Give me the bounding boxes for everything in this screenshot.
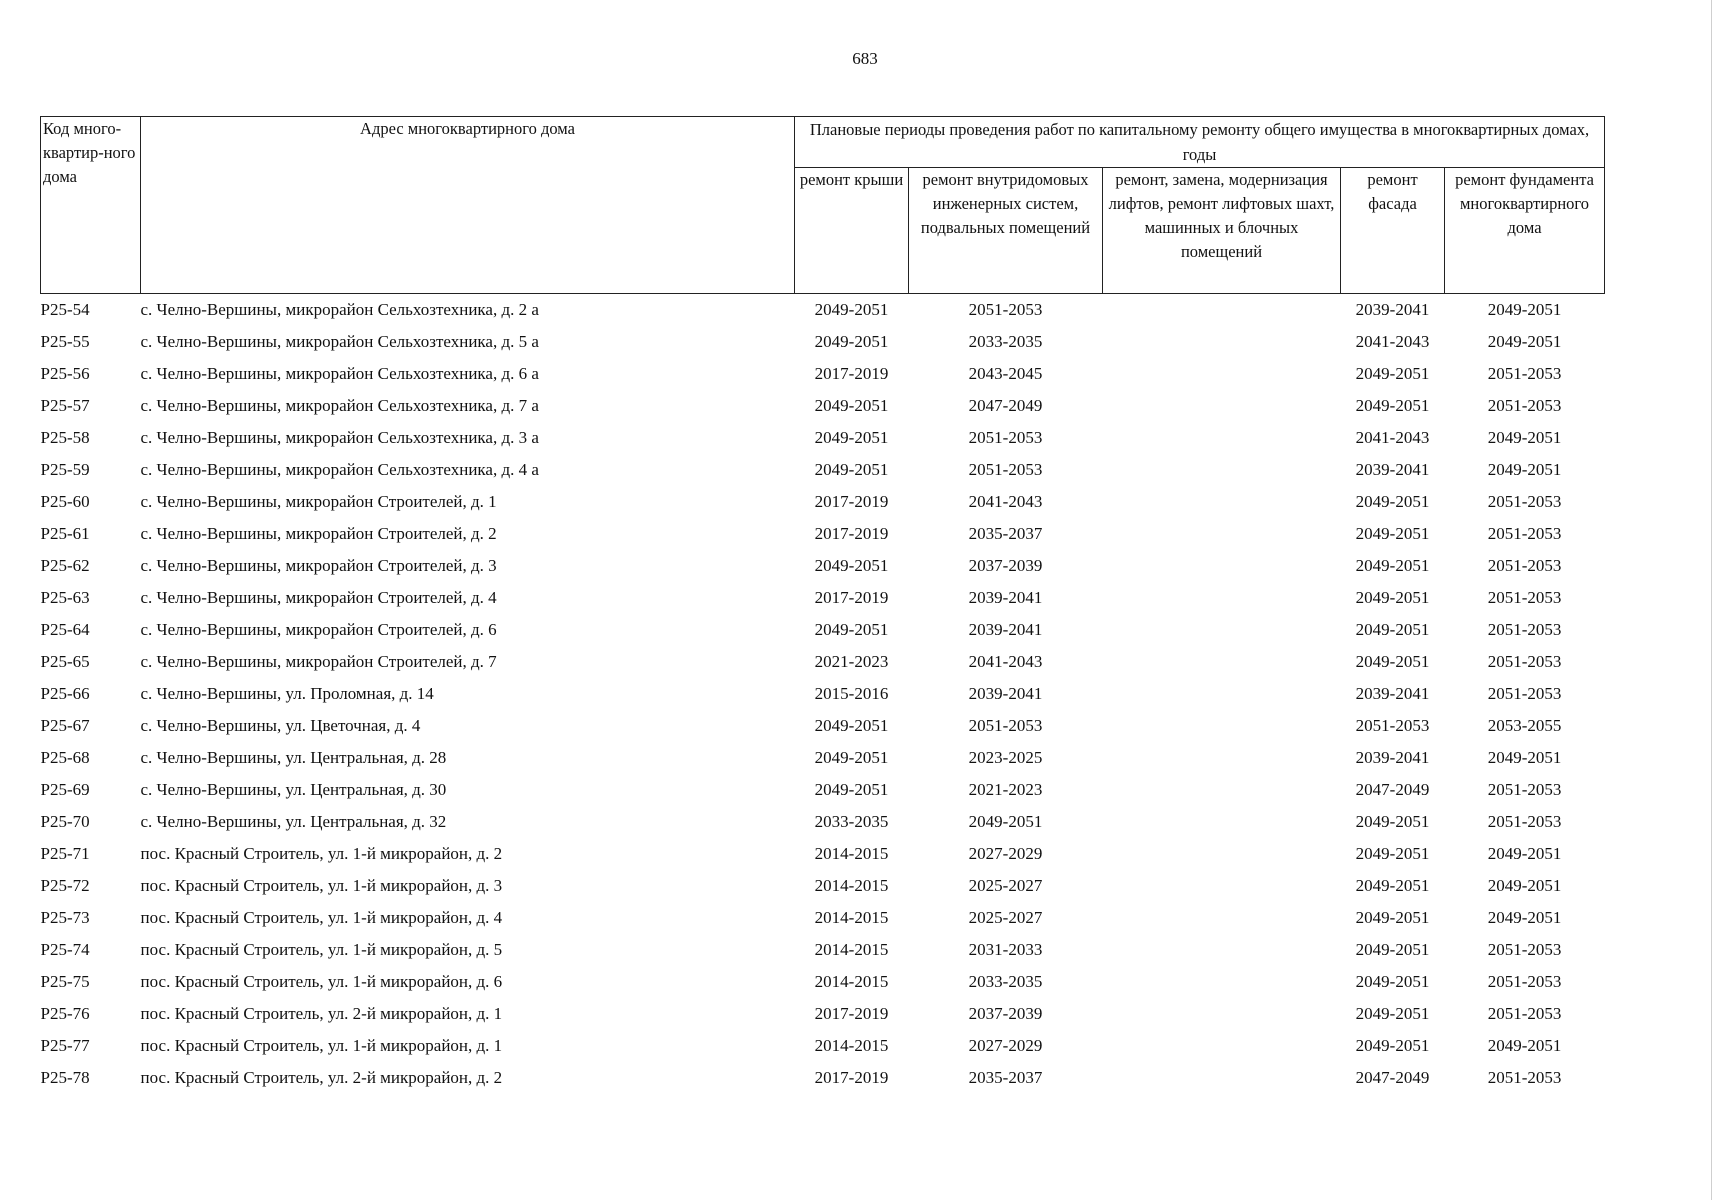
cell-engineering: 2035-2037: [968, 1068, 1043, 1087]
cell-lifts: [1103, 902, 1341, 934]
table-row: [41, 1062, 1605, 1094]
cell-roof: 2049-2051: [814, 396, 889, 415]
cell-address: с. Челно-Вершины, микрорайон Сельхозтехника, д. 3 а: [140, 428, 539, 447]
cell-lifts: [1103, 518, 1341, 550]
cell-code: Р25-65: [40, 652, 90, 671]
cell-address: с. Челно-Вершины, микрорайон Строителей, д. 4: [140, 588, 497, 607]
cell-code: Р25-66: [40, 684, 90, 703]
cell-engineering: 2025-2027: [968, 876, 1043, 895]
cell-code: Р25-74: [40, 940, 90, 959]
cell-address: с. Челно-Вершины, ул. Центральная, д. 32: [140, 812, 447, 831]
cell-address: с. Челно-Вершины, микрорайон Строителей, д. 3: [140, 556, 497, 575]
cell-roof: 2049-2051: [814, 716, 889, 735]
cell-engineering: 2035-2037: [968, 524, 1043, 543]
cell-foundation: 2049-2051: [1487, 748, 1562, 767]
cell-code: Р25-58: [40, 428, 90, 447]
cell-lifts: [1103, 998, 1341, 1030]
cell-foundation: 2051-2053: [1487, 684, 1562, 703]
cell-lifts: [1103, 486, 1341, 518]
header-address: Адрес многоквартирного дома: [141, 117, 795, 294]
table-row: [41, 774, 1605, 806]
table-row: [41, 294, 1605, 327]
cell-address: с. Челно-Вершины, ул. Проломная, д. 14: [140, 684, 434, 703]
table-row: [41, 614, 1605, 646]
cell-engineering: 2041-2043: [968, 652, 1043, 671]
cell-code: Р25-68: [40, 748, 90, 767]
cell-code: Р25-77: [40, 1036, 90, 1055]
table-row: [41, 678, 1605, 710]
cell-roof: 2049-2051: [814, 780, 889, 799]
cell-lifts: [1103, 774, 1341, 806]
cell-foundation: 2051-2053: [1487, 524, 1562, 543]
table-row: [41, 326, 1605, 358]
cell-foundation: 2049-2051: [1487, 300, 1562, 319]
cell-facade: 2049-2051: [1355, 940, 1430, 959]
cell-lifts: [1103, 678, 1341, 710]
cell-engineering: 2051-2053: [968, 300, 1043, 319]
cell-foundation: 2051-2053: [1487, 972, 1562, 991]
cell-foundation: 2051-2053: [1487, 364, 1562, 383]
cell-foundation: 2051-2053: [1487, 780, 1562, 799]
cell-facade: 2041-2043: [1355, 332, 1430, 351]
cell-roof: 2049-2051: [814, 748, 889, 767]
cell-foundation: 2051-2053: [1487, 396, 1562, 415]
cell-lifts: [1103, 422, 1341, 454]
cell-facade: 2049-2051: [1355, 1036, 1430, 1055]
cell-facade: 2049-2051: [1355, 844, 1430, 863]
cell-address: с. Челно-Вершины, ул. Цветочная, д. 4: [140, 716, 421, 735]
cell-lifts: [1103, 646, 1341, 678]
cell-code: Р25-78: [40, 1068, 90, 1087]
cell-foundation: 2049-2051: [1487, 460, 1562, 479]
cell-facade: 2049-2051: [1355, 1004, 1430, 1023]
cell-foundation: 2053-2055: [1487, 716, 1562, 735]
cell-address: пос. Красный Строитель, ул. 1-й микрорайон, д. 5: [140, 940, 503, 959]
table-row: [41, 550, 1605, 582]
cell-engineering: 2031-2033: [968, 940, 1043, 959]
header-code: Код много-квартир-ного дома: [41, 117, 141, 294]
cell-engineering: 2037-2039: [968, 556, 1043, 575]
cell-code: Р25-75: [40, 972, 90, 991]
cell-engineering: 2027-2029: [968, 844, 1043, 863]
cell-engineering: 2023-2025: [968, 748, 1043, 767]
cell-code: Р25-61: [40, 524, 90, 543]
cell-engineering: 2043-2045: [968, 364, 1043, 383]
cell-roof: 2049-2051: [814, 332, 889, 351]
table-row: [41, 358, 1605, 390]
cell-code: Р25-57: [40, 396, 90, 415]
cell-code: Р25-71: [40, 844, 90, 863]
cell-foundation: 2049-2051: [1487, 876, 1562, 895]
cell-lifts: [1103, 806, 1341, 838]
cell-roof: 2017-2019: [814, 524, 889, 543]
cell-foundation: 2049-2051: [1487, 908, 1562, 927]
cell-lifts: [1103, 390, 1341, 422]
cell-lifts: [1103, 614, 1341, 646]
cell-facade: 2049-2051: [1355, 396, 1430, 415]
header-foundation: ремонт фундамента многоквартирного дома: [1445, 168, 1605, 294]
cell-foundation: 2051-2053: [1487, 588, 1562, 607]
table-header: [41, 117, 1605, 294]
table-row: [41, 422, 1605, 454]
cell-lifts: [1103, 294, 1341, 327]
cell-address: пос. Красный Строитель, ул. 1-й микрорайон, д. 2: [140, 844, 503, 863]
cell-engineering: 2041-2043: [968, 492, 1043, 511]
cell-roof: 2015-2016: [814, 684, 889, 703]
cell-engineering: 2033-2035: [968, 972, 1043, 991]
cell-roof: 2014-2015: [814, 844, 889, 863]
cell-address: пос. Красный Строитель, ул. 2-й микрорайон, д. 2: [140, 1068, 503, 1087]
cell-foundation: 2051-2053: [1487, 940, 1562, 959]
table-row: [41, 518, 1605, 550]
cell-roof: 2049-2051: [814, 460, 889, 479]
table-row: [41, 1030, 1605, 1062]
cell-address: пос. Красный Строитель, ул. 1-й микрорайон, д. 3: [140, 876, 503, 895]
cell-lifts: [1103, 870, 1341, 902]
cell-engineering: 2051-2053: [968, 716, 1043, 735]
cell-roof: 2033-2035: [814, 812, 889, 831]
cell-lifts: [1103, 1062, 1341, 1094]
cell-code: Р25-70: [40, 812, 90, 831]
header-facade: ремонт фасада: [1341, 168, 1445, 294]
cell-lifts: [1103, 742, 1341, 774]
cell-roof: 2017-2019: [814, 588, 889, 607]
cell-roof: 2017-2019: [814, 364, 889, 383]
cell-engineering: 2027-2029: [968, 1036, 1043, 1055]
cell-code: Р25-67: [40, 716, 90, 735]
cell-address: пос. Красный Строитель, ул. 1-й микрорайон, д. 1: [140, 1036, 503, 1055]
cell-facade: 2049-2051: [1355, 652, 1430, 671]
cell-engineering: 2039-2041: [968, 588, 1043, 607]
cell-address: пос. Красный Строитель, ул. 2-й микрорайон, д. 1: [140, 1004, 503, 1023]
cell-code: Р25-72: [40, 876, 90, 895]
cell-facade: 2051-2053: [1355, 716, 1430, 735]
cell-lifts: [1103, 454, 1341, 486]
cell-roof: 2049-2051: [814, 428, 889, 447]
cell-roof: 2014-2015: [814, 908, 889, 927]
cell-roof: 2014-2015: [814, 940, 889, 959]
cell-facade: 2049-2051: [1355, 972, 1430, 991]
table-row: [41, 966, 1605, 998]
cell-engineering: 2049-2051: [968, 812, 1043, 831]
table-body: [41, 294, 1605, 1095]
cell-address: с. Челно-Вершины, ул. Центральная, д. 30: [140, 780, 447, 799]
cell-address: с. Челно-Вершины, микрорайон Сельхозтехника, д. 6 а: [140, 364, 539, 383]
cell-foundation: 2051-2053: [1487, 620, 1562, 639]
cell-facade: 2047-2049: [1355, 1068, 1430, 1087]
cell-facade: 2041-2043: [1355, 428, 1430, 447]
capital-repair-schedule-table: [40, 116, 1605, 1094]
cell-code: Р25-64: [40, 620, 90, 639]
cell-address: с. Челно-Вершины, микрорайон Сельхозтехника, д. 5 а: [140, 332, 539, 351]
cell-facade: 2049-2051: [1355, 524, 1430, 543]
table-row: [41, 870, 1605, 902]
cell-foundation: 2051-2053: [1487, 1068, 1562, 1087]
table-row: [41, 390, 1605, 422]
cell-code: Р25-55: [40, 332, 90, 351]
cell-engineering: 2039-2041: [968, 684, 1043, 703]
cell-code: Р25-60: [40, 492, 90, 511]
cell-foundation: 2051-2053: [1487, 652, 1562, 671]
cell-facade: 2049-2051: [1355, 908, 1430, 927]
cell-roof: 2014-2015: [814, 972, 889, 991]
table-row: [41, 806, 1605, 838]
cell-address: с. Челно-Вершины, микрорайон Строителей, д. 6: [140, 620, 497, 639]
cell-engineering: 2037-2039: [968, 1004, 1043, 1023]
cell-facade: 2039-2041: [1355, 684, 1430, 703]
cell-foundation: 2051-2053: [1487, 812, 1562, 831]
cell-roof: 2014-2015: [814, 1036, 889, 1055]
cell-lifts: [1103, 838, 1341, 870]
cell-engineering: 2021-2023: [968, 780, 1043, 799]
cell-code: Р25-69: [40, 780, 90, 799]
cell-address: пос. Красный Строитель, ул. 1-й микрорайон, д. 4: [140, 908, 503, 927]
cell-engineering: 2051-2053: [968, 460, 1043, 479]
cell-engineering: 2039-2041: [968, 620, 1043, 639]
cell-roof: 2049-2051: [814, 556, 889, 575]
cell-roof: 2014-2015: [814, 876, 889, 895]
cell-code: Р25-73: [40, 908, 90, 927]
cell-engineering: 2047-2049: [968, 396, 1043, 415]
cell-lifts: [1103, 710, 1341, 742]
cell-lifts: [1103, 934, 1341, 966]
cell-foundation: 2049-2051: [1487, 332, 1562, 351]
header-periods-group: Плановые периоды проведения работ по капитальному ремонту общего имущества в многоквартирных домах, годы: [795, 117, 1605, 168]
cell-facade: 2039-2041: [1355, 748, 1430, 767]
cell-facade: 2049-2051: [1355, 364, 1430, 383]
cell-facade: 2049-2051: [1355, 492, 1430, 511]
cell-engineering: 2025-2027: [968, 908, 1043, 927]
cell-code: Р25-59: [40, 460, 90, 479]
header-engineering: ремонт внутридомовых инженерных систем, подвальных помещений: [909, 168, 1103, 294]
table-row: [41, 486, 1605, 518]
table-row: [41, 582, 1605, 614]
cell-lifts: [1103, 358, 1341, 390]
cell-code: Р25-62: [40, 556, 90, 575]
table-row: [41, 934, 1605, 966]
cell-lifts: [1103, 1030, 1341, 1062]
cell-roof: 2049-2051: [814, 300, 889, 319]
cell-lifts: [1103, 582, 1341, 614]
table-row: [41, 998, 1605, 1030]
cell-roof: 2049-2051: [814, 620, 889, 639]
cell-address: с. Челно-Вершины, микрорайон Строителей, д. 1: [140, 492, 497, 511]
cell-address: с. Челно-Вершины, микрорайон Сельхозтехника, д. 4 а: [140, 460, 539, 479]
cell-address: пос. Красный Строитель, ул. 1-й микрорайон, д. 6: [140, 972, 503, 991]
cell-facade: 2039-2041: [1355, 460, 1430, 479]
cell-code: Р25-76: [40, 1004, 90, 1023]
cell-code: Р25-56: [40, 364, 90, 383]
cell-facade: 2049-2051: [1355, 876, 1430, 895]
table-row: [41, 646, 1605, 678]
cell-roof: 2017-2019: [814, 492, 889, 511]
cell-facade: 2049-2051: [1355, 588, 1430, 607]
cell-foundation: 2049-2051: [1487, 428, 1562, 447]
cell-engineering: 2051-2053: [968, 428, 1043, 447]
table-row: [41, 742, 1605, 774]
cell-address: с. Челно-Вершины, микрорайон Строителей, д. 7: [140, 652, 497, 671]
cell-code: Р25-54: [40, 300, 90, 319]
cell-address: с. Челно-Вершины, ул. Центральная, д. 28: [140, 748, 447, 767]
header-roof: ремонт крыши: [795, 168, 909, 294]
header-lifts: ремонт, замена, модернизация лифтов, ремонт лифтовых шахт, машинных и блочных помещений: [1103, 168, 1341, 294]
cell-foundation: 2051-2053: [1487, 556, 1562, 575]
cell-lifts: [1103, 326, 1341, 358]
cell-facade: 2047-2049: [1355, 780, 1430, 799]
cell-roof: 2021-2023: [814, 652, 889, 671]
table-row: [41, 902, 1605, 934]
page-number: 683: [852, 49, 878, 68]
cell-engineering: 2033-2035: [968, 332, 1043, 351]
cell-foundation: 2051-2053: [1487, 492, 1562, 511]
cell-address: с. Челно-Вершины, микрорайон Сельхозтехника, д. 2 а: [140, 300, 539, 319]
cell-lifts: [1103, 550, 1341, 582]
cell-foundation: 2051-2053: [1487, 1004, 1562, 1023]
cell-foundation: 2049-2051: [1487, 844, 1562, 863]
cell-roof: 2017-2019: [814, 1004, 889, 1023]
table-row: [41, 454, 1605, 486]
cell-facade: 2049-2051: [1355, 812, 1430, 831]
cell-code: Р25-63: [40, 588, 90, 607]
table-row: [41, 710, 1605, 742]
cell-roof: 2017-2019: [814, 1068, 889, 1087]
cell-lifts: [1103, 966, 1341, 998]
cell-facade: 2049-2051: [1355, 620, 1430, 639]
cell-foundation: 2049-2051: [1487, 1036, 1562, 1055]
cell-facade: 2039-2041: [1355, 300, 1430, 319]
table-row: [41, 838, 1605, 870]
cell-address: с. Челно-Вершины, микрорайон Строителей, д. 2: [140, 524, 497, 543]
cell-facade: 2049-2051: [1355, 556, 1430, 575]
cell-address: с. Челно-Вершины, микрорайон Сельхозтехника, д. 7 а: [140, 396, 539, 415]
